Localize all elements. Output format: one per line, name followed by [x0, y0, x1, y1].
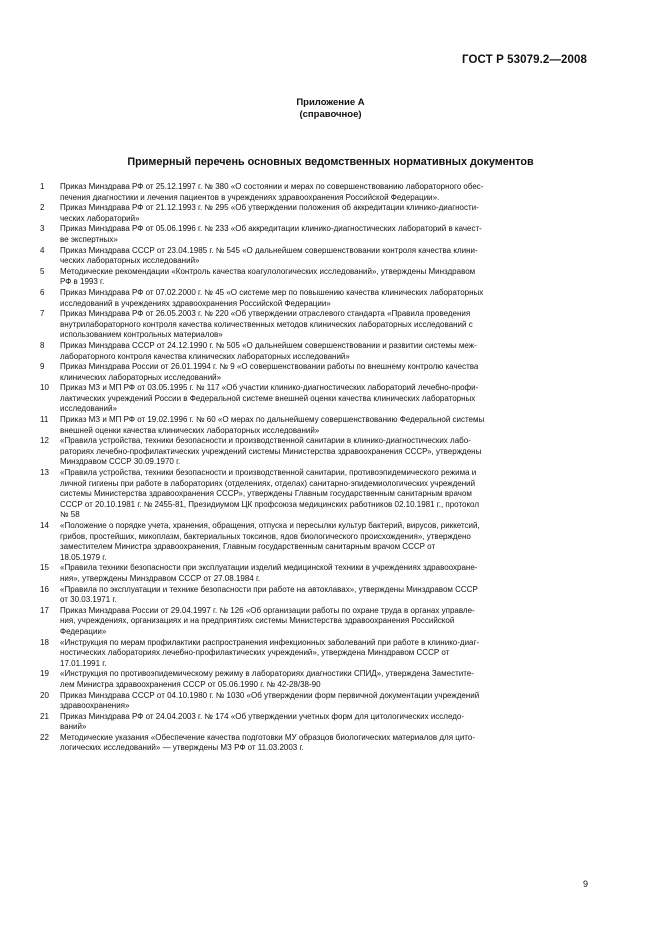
item-text-line: Методические указания «Обеспечение качества подготовки МУ образцов биологических материалов для цито- [60, 732, 475, 742]
item-text-line: Приказ Минздрава России от 26.01.1994 г. № 9 «О совершенствовании работы по внешнему контролю качества [60, 362, 479, 372]
list-item [40, 733, 584, 754]
item-text-line: заместителем Министра здравоохранения, Главным государственным санитарным врачом СССР от [60, 542, 436, 552]
item-text [60, 606, 584, 638]
regulatory-documents-list [40, 182, 584, 754]
item-number: 13 [40, 468, 49, 478]
list-item [40, 309, 584, 341]
item-text-line: «Правила техники безопасности при эксплуатации изделий медицинской техники в учреждениях здравоохране- [60, 563, 478, 573]
list-item [40, 288, 584, 309]
appendix-kind: (справочное) [299, 109, 362, 120]
item-number: 9 [40, 362, 45, 372]
list-item [40, 606, 584, 638]
item-text-line: внутрилабораторного контроля качества количественных методов клинических лабораторных исследований с [60, 319, 473, 329]
item-text [60, 182, 584, 203]
item-number: 5 [40, 266, 45, 276]
item-text [60, 224, 584, 245]
item-text [60, 691, 584, 712]
item-text-line: РФ в 1993 г. [60, 277, 105, 287]
item-text [60, 267, 584, 288]
item-number: 17 [40, 605, 49, 615]
item-text-line: № 58 [60, 510, 80, 520]
item-text [60, 341, 584, 362]
item-number: 1 [40, 182, 45, 191]
item-text-line: Приказ Минздрава РФ от 05.06.1996 г. № 233 «Об аккредитации клинико-диагностических лабораторий в качест- [60, 224, 482, 234]
item-text-line: логических исследований» — утверждены МЗ РФ от 11.03.2003 г. [60, 743, 304, 753]
item-text-line: Приказ Минздрава РФ от 26.05.2003 г. № 220 «Об утверждении отраслевого стандарта «Правила проведения [60, 309, 471, 319]
list-item [40, 669, 584, 690]
item-text-line: Методические рекомендации «Контроль качества коагулологических исследований», утверждены Минздравом [60, 266, 476, 276]
list-item [40, 246, 584, 267]
item-text-line: раториях лечебно-профилактических учреждений системы Министерства здравоохранения СССР», утверждены [60, 446, 482, 456]
item-text-line: Приказ Минздрава РФ от 25.12.1997 г. № 380 «О состоянии и мерах по совершенствованию лабораторного обес- [60, 182, 484, 191]
item-text-line: исследований в учреждениях здравоохранения Российской Федерации» [60, 298, 331, 308]
item-number: 16 [40, 584, 49, 594]
item-text-line: ния, учреждениях, организациях и на предприятиях системы Министерства здравоохранения Российской [60, 616, 455, 626]
item-text-line: использованием контрольных материалов» [60, 330, 223, 340]
item-text-line: 18.05.1979 г. [60, 552, 107, 562]
list-item [40, 468, 584, 521]
item-number: 19 [40, 669, 49, 679]
item-text [60, 309, 584, 341]
item-text-line: лактических учреждений России в Федеральной системе внешней оценки качества клинических лабораторных [60, 393, 476, 403]
item-text [60, 288, 584, 309]
item-text-line: лем Министра здравоохранения СССР от 05.06.1990 г. № 42-28/38-90 [60, 679, 321, 689]
item-text-line: Минздравом СССР 30.09.1970 г. [60, 457, 181, 467]
item-text-line: «Правила устройства, техники безопасности и производственной санитарии, противоэпидемического режима и [60, 468, 477, 478]
item-text [60, 246, 584, 267]
document-title: Примерный перечень основных ведомственных нормативных документов [127, 156, 534, 168]
standard-number: ГОСТ Р 53079.2—2008 [462, 54, 587, 66]
item-text-line: «Правила устройства, техники безопасности и производственной санитарии в клинико-диагностических лабо- [60, 436, 471, 446]
list-item [40, 267, 584, 288]
item-number: 12 [40, 436, 49, 446]
item-text [60, 362, 584, 383]
appendix-title: Приложение А [296, 97, 365, 108]
list-item [40, 383, 584, 415]
item-number: 2 [40, 203, 45, 213]
list-item [40, 182, 584, 203]
list-item [40, 638, 584, 670]
item-text-line: системы Министерства здравоохранения СССР», утверждены Главным государственным санитарным врачом [60, 489, 472, 499]
item-text-line: Приказ МЗ и МП РФ от 03.05.1995 г. № 117 «Об участии клинико-диагностических лабораторий лечебно-профи- [60, 383, 479, 393]
item-text-line: Федерации» [60, 626, 107, 636]
list-item [40, 362, 584, 383]
list-item [40, 436, 584, 468]
item-text-line: 17.01.1991 г. [60, 658, 107, 668]
item-text-line: ностических лабораториях лечебно-профилактических учреждений», утверждена Минздравом СССР от [60, 648, 450, 658]
item-text [60, 436, 584, 468]
item-number: 15 [40, 563, 49, 573]
list-item [40, 341, 584, 362]
item-text-line: СССР от 20.10.1981 г. № 2455-81, Президиумом ЦК профсоюза медицинских работников 02.10.1981 г., протокол [60, 499, 479, 509]
item-text-line: печения диагностики и лечения пациентов в учреждениях здравоохранения Российской Федерации». [60, 192, 440, 202]
item-text [60, 468, 584, 521]
list-item [40, 691, 584, 712]
item-text [60, 203, 584, 224]
page-number: 9 [582, 879, 588, 889]
item-number: 8 [40, 340, 45, 350]
item-text-line: ческих лабораторий» [60, 213, 140, 223]
item-number: 10 [40, 383, 49, 393]
item-text-line: ваний» [60, 722, 87, 732]
item-text-line: от 30.03.1971 г. [60, 595, 117, 605]
item-text [60, 563, 584, 584]
item-text [60, 712, 584, 733]
item-text-line: Приказ Минздрава СССР от 23.04.1985 г. № 545 «О дальнейшем совершенствовании контроля качества клини- [60, 245, 478, 255]
item-text-line: Приказ Минздрава СССР от 04.10.1980 г. № 1030 «Об утверждении форм первичной документации учреждений [60, 690, 480, 700]
list-item [40, 203, 584, 224]
list-item [40, 521, 584, 563]
item-text-line: исследований» [60, 404, 117, 414]
item-text [60, 638, 584, 670]
item-text-line: «Правила по эксплуатации и технике безопасности при работе на автоклавах», утверждены Минздравом СССР [60, 584, 478, 594]
item-text-line: здравоохранения» [60, 701, 130, 711]
item-text-line: лабораторного контроля качества клинических лабораторных исследований» [60, 351, 350, 361]
item-text-line: грибов, простейших, микоплазм, бактериальных токсинов, ядов биологического происхождения», утверждено [60, 531, 471, 541]
item-text-line: «Инструкция по противоэпидемическому режиму в лабораториях диагностики СПИД», утверждена Заместите- [60, 669, 474, 679]
item-text-line: личной гигиены при работе в лабораториях (отделениях, отделах) санитарно-эпидемиологических учреждений [60, 478, 476, 488]
item-text-line: «Инструкция по мерам профилактики распространения инфекционных заболеваний при работе в клинико-диаг- [60, 637, 480, 647]
item-text-line: Приказ МЗ и МП РФ от 19.02.1996 г. № 60 «О мерах по дальнейшему совершенствованию Федеральной системы [60, 415, 485, 425]
item-text [60, 521, 584, 563]
item-number: 7 [40, 309, 45, 319]
item-number: 3 [40, 224, 45, 234]
list-item [40, 563, 584, 584]
list-item [40, 415, 584, 436]
item-text [60, 383, 584, 415]
item-text-line: клинических лабораторных исследований» [60, 372, 222, 382]
item-text-line: Приказ Минздрава РФ от 24.04.2003 г. № 174 «Об утверждении учетных форм для цитологических исследо- [60, 711, 465, 721]
item-text-line: Приказ Минздрава РФ от 07.02.2000 г. № 45 «О системе мер по повышению качества клинических лабораторных [60, 287, 484, 297]
item-text [60, 585, 584, 606]
item-text-line: ния», утверждены Минздравом СССР от 27.08.1984 г. [60, 573, 261, 583]
item-text-line: ческих лабораторных исследований» [60, 256, 200, 266]
item-text-line: Приказ Минздрава СССР от 24.12.1990 г. № 505 «О дальнейшем совершенствовании и развитии системы меж- [60, 340, 477, 350]
list-item [40, 585, 584, 606]
item-text [60, 669, 584, 690]
item-text-line: ве экспертных» [60, 234, 118, 244]
item-text [60, 733, 584, 754]
item-text-line: внешней оценки качества клинических лабораторных исследований» [60, 425, 320, 435]
item-number: 11 [40, 415, 49, 425]
item-number: 20 [40, 690, 49, 700]
item-text [60, 415, 584, 436]
item-text-line: Приказ Минздрава России от 29.04.1997 г. № 126 «Об организации работы по охране труда в органах управле- [60, 605, 475, 615]
list-item [40, 712, 584, 733]
item-number: 6 [40, 287, 45, 297]
item-number: 18 [40, 637, 49, 647]
item-text-line: «Положение о порядке учета, хранения, обращения, отпуска и пересылки культур бактерий, вирусов, риккетсий, [60, 521, 480, 530]
item-number: 4 [40, 245, 45, 255]
item-number: 14 [40, 521, 49, 530]
item-text-line: Приказ Минздрава РФ от 21.12.1993 г. № 295 «Об утверждении положения об аккредитации клинико-диагности- [60, 203, 479, 213]
list-item [40, 224, 584, 245]
item-number: 21 [40, 711, 49, 721]
item-number: 22 [40, 732, 49, 742]
